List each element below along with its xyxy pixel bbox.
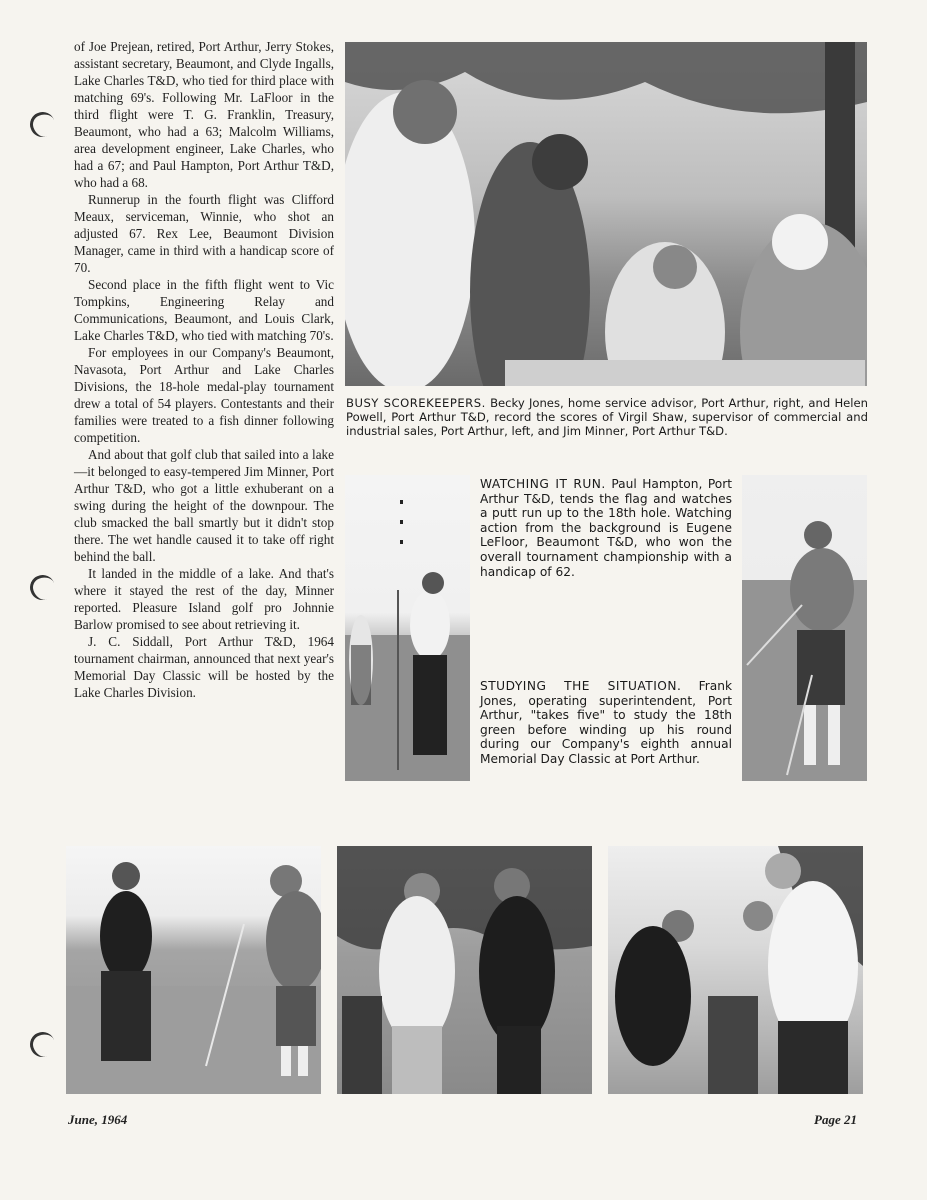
watching-photo — [345, 475, 470, 781]
article-paragraph: Runnerup in the fourth flight was Clifford Meaux, serviceman, Winnie, who shot an adjusted 67. Rex Lee, Beaumont Division Manager, came in third with a handicap score of 70. — [74, 192, 334, 275]
bottom-right-photo — [608, 846, 863, 1094]
watching-caption — [480, 477, 732, 579]
caption-text: Frank Jones, operating superintendent, Port Arthur, "takes five" to study the 18th green before winding up his round during our Company's eighth annual Memorial Day Classic at Port Arthur. — [480, 679, 733, 766]
article-paragraph: of Joe Prejean, retired, Port Arthur, Jerry Stokes, assistant secretary, Beaumont, and Clyde Ingalls, Lake Charles T&D, who tied for third place with matching 69's. Following Mr. LaFloor in the third flight were T. G. Franklin, Treasury, Beaumont, who had a 63; Malcolm Williams, area development engineer, Lake Charles, who had a 67; and Paul Hampton, Port Arthur T&D, who had a 68. — [74, 39, 334, 190]
studying-photo — [742, 475, 867, 781]
footer-date: June, 1964 — [68, 1112, 128, 1127]
article-paragraph: J. C. Siddall, Port Arthur T&D, 1964 tournament chairman, announced that next year's Memorial Day Classic will be hosted by the Lake Charles Division. — [74, 634, 334, 700]
article-column — [74, 38, 334, 701]
scorekeepers-photo — [345, 42, 867, 386]
binder-hole-top — [26, 108, 58, 140]
binder-hole-bottom — [26, 1028, 58, 1060]
caption-text: Becky Jones, home service advisor, Port Arthur, right, and Helen Powell, Port Arthur T&D, record the scores of Virgil Shaw, supervisor of commercial and industrial sales, Port Arthur, left, and Jim Minner, Port Arthur T&D. — [346, 396, 868, 439]
caption-heading: WATCHING IT RUN. — [480, 477, 606, 491]
bottom-left-photo — [66, 846, 321, 1094]
bottom-middle-photo — [337, 846, 592, 1094]
article-paragraph: Second place in the fifth flight went to Vic Tompkins, Engineering Relay and Communications, Beaumont, and Louis Clark, Lake Charles T&D, who tied with matching 70's. — [74, 277, 334, 343]
caption-heading: BUSY SCOREKEEPERS. — [346, 396, 486, 410]
studying-caption — [480, 679, 732, 767]
article-paragraph: It landed in the middle of a lake. And that's where it stayed the rest of the day, Minner reported. Pleasure Island golf pro Johnnie Barlow promised to see about retrieving it. — [74, 566, 334, 632]
article-paragraph: And about that golf club that sailed into a lake—it belonged to easy-tempered Jim Minner, Port Arthur T&D, who got a little exhuberant on a swing during the height of the downpour. The club smacked the ball smartly but it didn't stop there. The wet handle caused it to take off right behind the ball. — [74, 447, 334, 564]
article-paragraph: For employees in our Company's Beaumont, Navasota, Port Arthur and Lake Charles Divisions, the 18-hole medal-play tournament drew a total of 54 players. Contestants and their families were treated to a fish dinner following competition. — [74, 345, 334, 445]
scorekeepers-caption — [346, 396, 868, 439]
binder-hole-middle — [26, 571, 58, 603]
caption-text: Paul Hampton, Port Arthur T&D, tends the flag and watches a putt run up to the 18th hole. Watching action from the background is Eugene LeFloor, Beaumont T&D, who won the overall tournament championship with a handicap of 62. — [480, 477, 733, 579]
caption-heading: STUDYING THE SITUATION. — [480, 679, 682, 693]
footer-page-number: Page 21 — [814, 1112, 857, 1127]
